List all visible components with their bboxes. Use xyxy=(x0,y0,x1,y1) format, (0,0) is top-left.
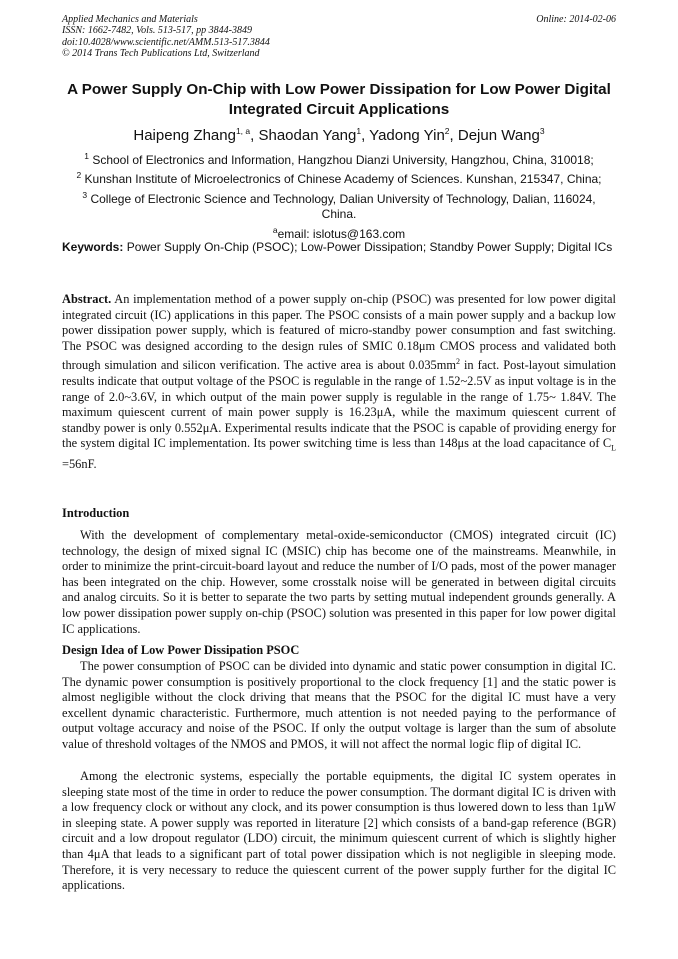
author-name: Haipeng Zhang xyxy=(133,127,236,144)
keywords-label: Keywords: xyxy=(62,240,124,254)
journal-header xyxy=(62,14,270,59)
email-address[interactable]: email: islotus@163.com xyxy=(277,226,406,241)
affiliation-line: $^2$ Kunshan Institute of Microelectronics of Chinese Academy of Sciences. Kunshan, 215347, China; xyxy=(76,170,602,187)
design-idea-paragraph-2: Among the electronic systems, especially the portable equipments, the digital IC system operates in sleeping state most of the time in order to reduce the power consumption. The dormant digital IC is driven with a low frequency clock or without any clock, and its power consumption is thus lowered down to less than 1μW in sleeping state. A power supply was reported in literature [2] which consists of a band-gap reference (BGR) circuit and a low dropout regulator (LDO) circuit, the minimum quiescent current of which is slightly higher than 4μA that leads to a significant part of total power dissipation which is not negligible in sleeping mode. Therefore, it is very necessary to reduce the quiescent current of the power supply further for the digital IC applications. xyxy=(62,769,616,893)
section-heading-introduction: Introduction xyxy=(62,506,130,520)
journal-name: Applied Mechanics and Materials xyxy=(62,14,198,25)
affiliation-line: China. xyxy=(321,207,357,222)
section-heading-design-idea: Design Idea of Low Power Dissipation PSOC xyxy=(62,643,300,657)
author-name: Shaodan Yang xyxy=(258,127,357,144)
author-name: Yadong Yin xyxy=(369,127,445,144)
author-affiliation-mark: 2 xyxy=(444,126,450,136)
design-idea-paragraph-1: The power consumption of PSOC can be divided into dynamic and static power consumption in digital IC. The dynamic power consumption is positively proportional to the clock frequency [1] and the static power is almost negligible without the clock driving that means that the PSOC for the digital IC must have a very excellent dynamic characteristic. Furthermore, much attention is not needed paying to the performance of output voltage accuracy and noise of the PSOC. If only the output voltage is larger than the sum of absolute value of threshold voltages of the NMOS and PMOS, it will not affect the normal logic flip of digital IC. xyxy=(62,659,616,751)
paper-title: A Power Supply On-Chip with Low Power Dissipation for Low Power Digital Integrated Circuit Applications xyxy=(67,81,611,118)
journal-issn: ISSN: 1662-7482, Vols. 513-517, pp 3844-3849 xyxy=(62,25,252,37)
keywords-text: Power Supply On-Chip (PSOC); Low-Power Dissipation; Standby Power Supply; Digital ICs xyxy=(126,240,613,254)
journal-doi: doi:10.4028/www.scientific.net/AMM.513-517.3844 xyxy=(62,36,270,48)
affiliation-line: $^1$ School of Electronics and Information, Hangzhou Dianzi University, Hangzhou, China, 310018; xyxy=(84,151,594,167)
author-affiliation-mark: 3 xyxy=(539,126,545,136)
author-list: Haipeng Zhang$^{1, a}$, Shaodan Yang$^1$, Yadong Yin$^2$, Dejun Wang$^3$ xyxy=(133,126,545,144)
abstract: Abstract. An implementation method of a power supply on-chip (PSOC) was presented for low power digital integrated circuit (IC) applications in this paper. The PSOC consists of a main power supply and a backup low power dissipation power supply, which is featured of micro-standby power consumption and fast switching. The PSOC was designed according to the design rules of SMIC 0.18μm CMOS process and validated both through simulation and silicon verification. The active area is about $0.035mm^2$ in fact. Post-layout simulation results indicate that output voltage of the PSOC is regulable in the range of 1.52~2.5V as input voltage is in the range of 2.0~3.6V, in which output of the main power supply is regulable in the range of 1.75~ 1.84V. The maximum quiescent current of main power supply is 16.23μA, while the maximum quiescent current of standby power is only 0.552μA. Experimental results indicate that the PSOC is capable of providing energy for the system digital IC implementation. Its power switching time is less than 148μs at the load capacitance of $C_L =56nF$. xyxy=(62,292,616,471)
abstract-label: Abstract. xyxy=(62,292,112,306)
author-affiliation-mark: 1 xyxy=(356,126,362,136)
online-date: Online: 2014-02-06 xyxy=(536,14,616,25)
introduction-paragraph: With the development of complementary metal-oxide-semiconductor (CMOS) integrated circuit (IC) technology, the design of mixed signal IC (MSIC) chip has become one of the mainstreams. Meanwhile, in order to minimize the print-circuit-board layout and reduce the number of I/O pads, most of the power manager has been integrated on the chip. However, some crosstalk noise will be generated in between digital circuits and analog circuits. So it is better to separate the two parts by setting mutual independent grounds generally. A low power dissipation power supply on-chip (PSOC) solution was presented in this paper for low power digital IC applications. xyxy=(62,528,616,636)
author-affiliation-mark: 1, a xyxy=(235,126,251,136)
email-line: $^a$email: islotus@163.com xyxy=(272,224,406,241)
keywords xyxy=(62,240,616,256)
affiliation-line: $^3$ College of Electronic Science and Technology, Dalian University of Technology, Dalian, 116024, xyxy=(82,189,596,206)
journal-copyright: © 2014 Trans Tech Publications Ltd, Switzerland xyxy=(62,47,260,59)
affiliations xyxy=(62,149,616,242)
author-name: Dejun Wang xyxy=(457,127,540,144)
